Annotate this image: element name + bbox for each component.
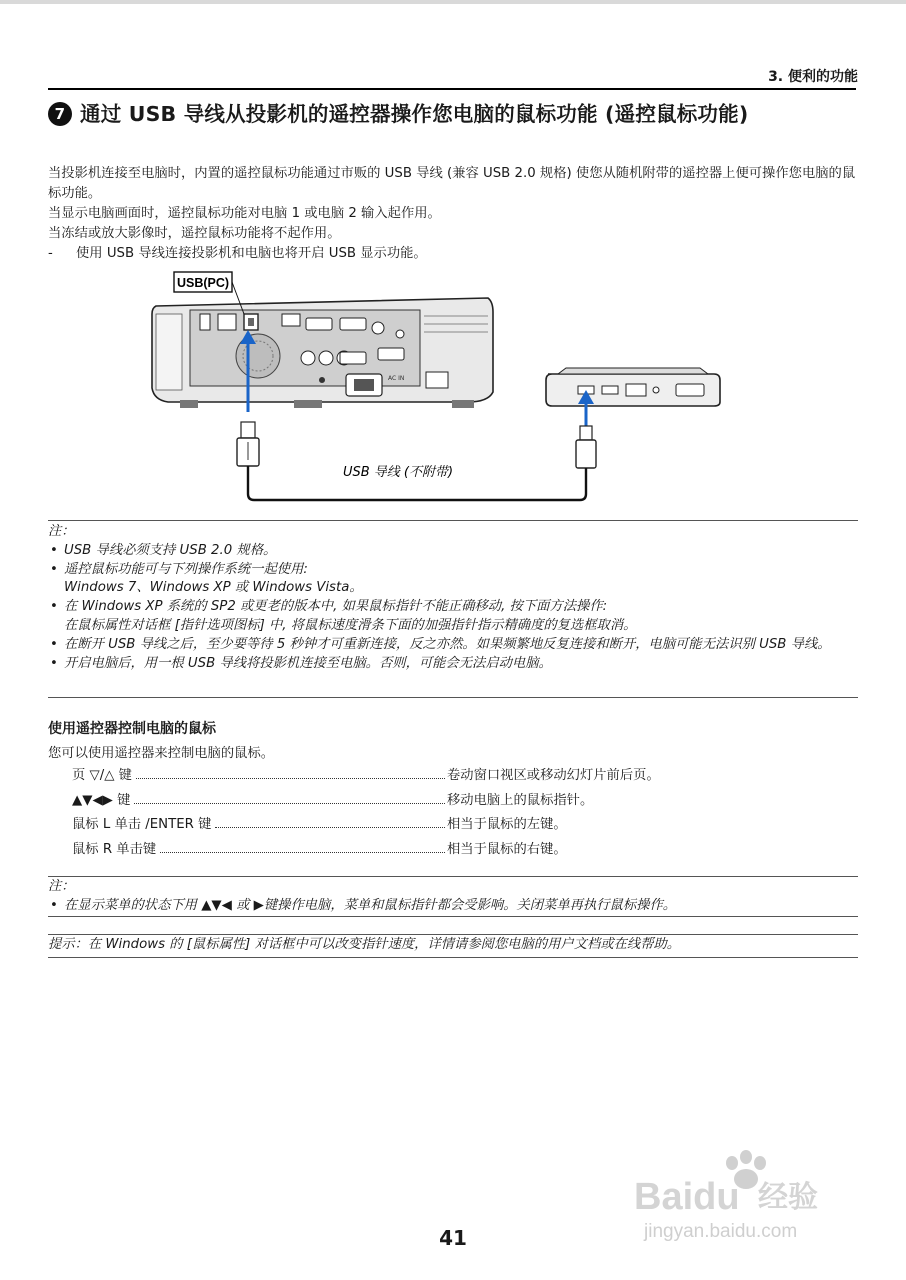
tip-rule-top bbox=[48, 934, 858, 935]
cable-label: USB 导线 (不附带) bbox=[342, 465, 454, 480]
tip: 提示：在 Windows 的 [鼠标属性] 对话框中可以改变指针速度，详情请参阅您电脑的用户文档或在线帮助。 bbox=[48, 937, 681, 952]
key-name: 页 ▽/△ 键 bbox=[72, 768, 132, 783]
intro-text bbox=[48, 164, 860, 244]
connection-diagram bbox=[48, 262, 858, 512]
key-row bbox=[72, 764, 772, 789]
key-row bbox=[72, 789, 772, 814]
dot-leader bbox=[136, 778, 445, 779]
note2-rule-top bbox=[48, 876, 858, 877]
tip-rule-bottom bbox=[48, 957, 858, 958]
note2-item: • 在显示菜单的状态下用 ▲▼◀ 或 ▶键操作电脑，菜单和鼠标指针都会受影响。关闭菜单再执行鼠标操作。 bbox=[48, 897, 860, 916]
note1-item: • 遥控鼠标功能可与下列操作系统一起使用: Windows 7、Windows XP 或 Windows Vista。 bbox=[48, 561, 860, 599]
key-description: 相当于鼠标的右键。 bbox=[447, 841, 567, 857]
page-title bbox=[48, 100, 858, 129]
note1-item: • 开启电脑后，用一根 USB 导线将投影机连接至电脑。否则，可能会无法启动电脑。 bbox=[48, 655, 860, 674]
key-name: ▲▼◀▶ 键 bbox=[72, 792, 131, 808]
header-rule bbox=[48, 88, 856, 90]
note-2 bbox=[48, 878, 860, 916]
top-stripe bbox=[0, 0, 906, 4]
intro-paragraph-4: 使用 USB 导线连接投影机和电脑也将开启 USB 显示功能。 bbox=[76, 246, 427, 261]
note2-list bbox=[48, 897, 860, 916]
watermark-url: jingyan.baidu.com bbox=[644, 1221, 798, 1242]
key-description: 卷动窗口视区或移动幻灯片前后页。 bbox=[447, 768, 660, 783]
note1-item: • 在断开 USB 导线之后，至少要等待 5 秒钟才可重新连接，反之亦然。如果频繁地反复连接和断开，电脑可能无法识别 USB 导线。 bbox=[48, 636, 860, 655]
key-row bbox=[72, 813, 772, 838]
note2-rule-bottom bbox=[48, 916, 858, 917]
note1-item: • 在 Windows XP 系统的 SP2 或更老的版本中, 如果鼠标指针不能正确移动, 按下面方法操作: 在鼠标属性对话框 [指针选项图标] 中, 将鼠标速度滑条下面的加强指针指示精确度的复选框取消。 bbox=[48, 598, 860, 636]
usb-pc-text: USB(PC) bbox=[176, 276, 230, 290]
dash-marker: - bbox=[48, 246, 53, 261]
watermark-cn: 经验 bbox=[758, 1180, 818, 1215]
ac-in-label: AC IN bbox=[388, 375, 405, 382]
intro-paragraph-1: 当投影机连接至电脑时，内置的遥控鼠标功能通过市贩的 USB 导线 (兼容 USB 2.0 规格) 使您从随机附带的遥控器上便可操作您电脑的鼠标功能。 bbox=[48, 166, 856, 201]
intro-bullet bbox=[48, 244, 427, 264]
page-number: 41 bbox=[439, 1226, 467, 1250]
projector-illustration bbox=[152, 298, 493, 408]
note1-item: • USB 导线必须支持 USB 2.0 规格。 bbox=[48, 542, 860, 561]
title-text: 通过 USB 导线从投影机的遥控器操作您电脑的鼠标功能 (遥控鼠标功能) bbox=[80, 102, 749, 126]
section-heading: 使用遥控器控制电脑的鼠标 bbox=[48, 721, 216, 737]
key-description: 相当于鼠标的左键。 bbox=[447, 817, 567, 832]
usb-cable bbox=[237, 422, 596, 500]
note-1 bbox=[48, 523, 860, 673]
dot-leader bbox=[160, 852, 445, 853]
dot-leader bbox=[215, 827, 445, 828]
step-number-badge: 7 bbox=[48, 102, 72, 126]
note2-label: 注： bbox=[48, 879, 75, 894]
note1-list bbox=[48, 542, 860, 674]
laptop-illustration bbox=[546, 368, 720, 406]
note1-rule-bottom bbox=[48, 697, 858, 698]
key-row bbox=[72, 838, 772, 863]
watermark-brand: Baidu bbox=[634, 1176, 740, 1218]
dot-leader bbox=[134, 803, 445, 804]
intro-paragraph-3: 当冻结或放大影像时，遥控鼠标功能将不起作用。 bbox=[48, 226, 341, 241]
note1-rule-top bbox=[48, 520, 858, 521]
chapter-header: 3. 便利的功能 bbox=[768, 69, 858, 85]
key-name: 鼠标 R 单击键 bbox=[72, 841, 157, 857]
key-description: 移动电脑上的鼠标指针。 bbox=[447, 792, 594, 808]
key-name: 鼠标 L 单击 /ENTER 键 bbox=[72, 817, 212, 832]
note1-label: 注： bbox=[48, 524, 75, 539]
key-list bbox=[72, 764, 772, 862]
section-intro: 您可以使用遥控器来控制电脑的鼠标。 bbox=[48, 746, 275, 761]
intro-paragraph-2: 当显示电脑画面时，遥控鼠标功能对电脑 1 或电脑 2 输入起作用。 bbox=[48, 206, 441, 221]
